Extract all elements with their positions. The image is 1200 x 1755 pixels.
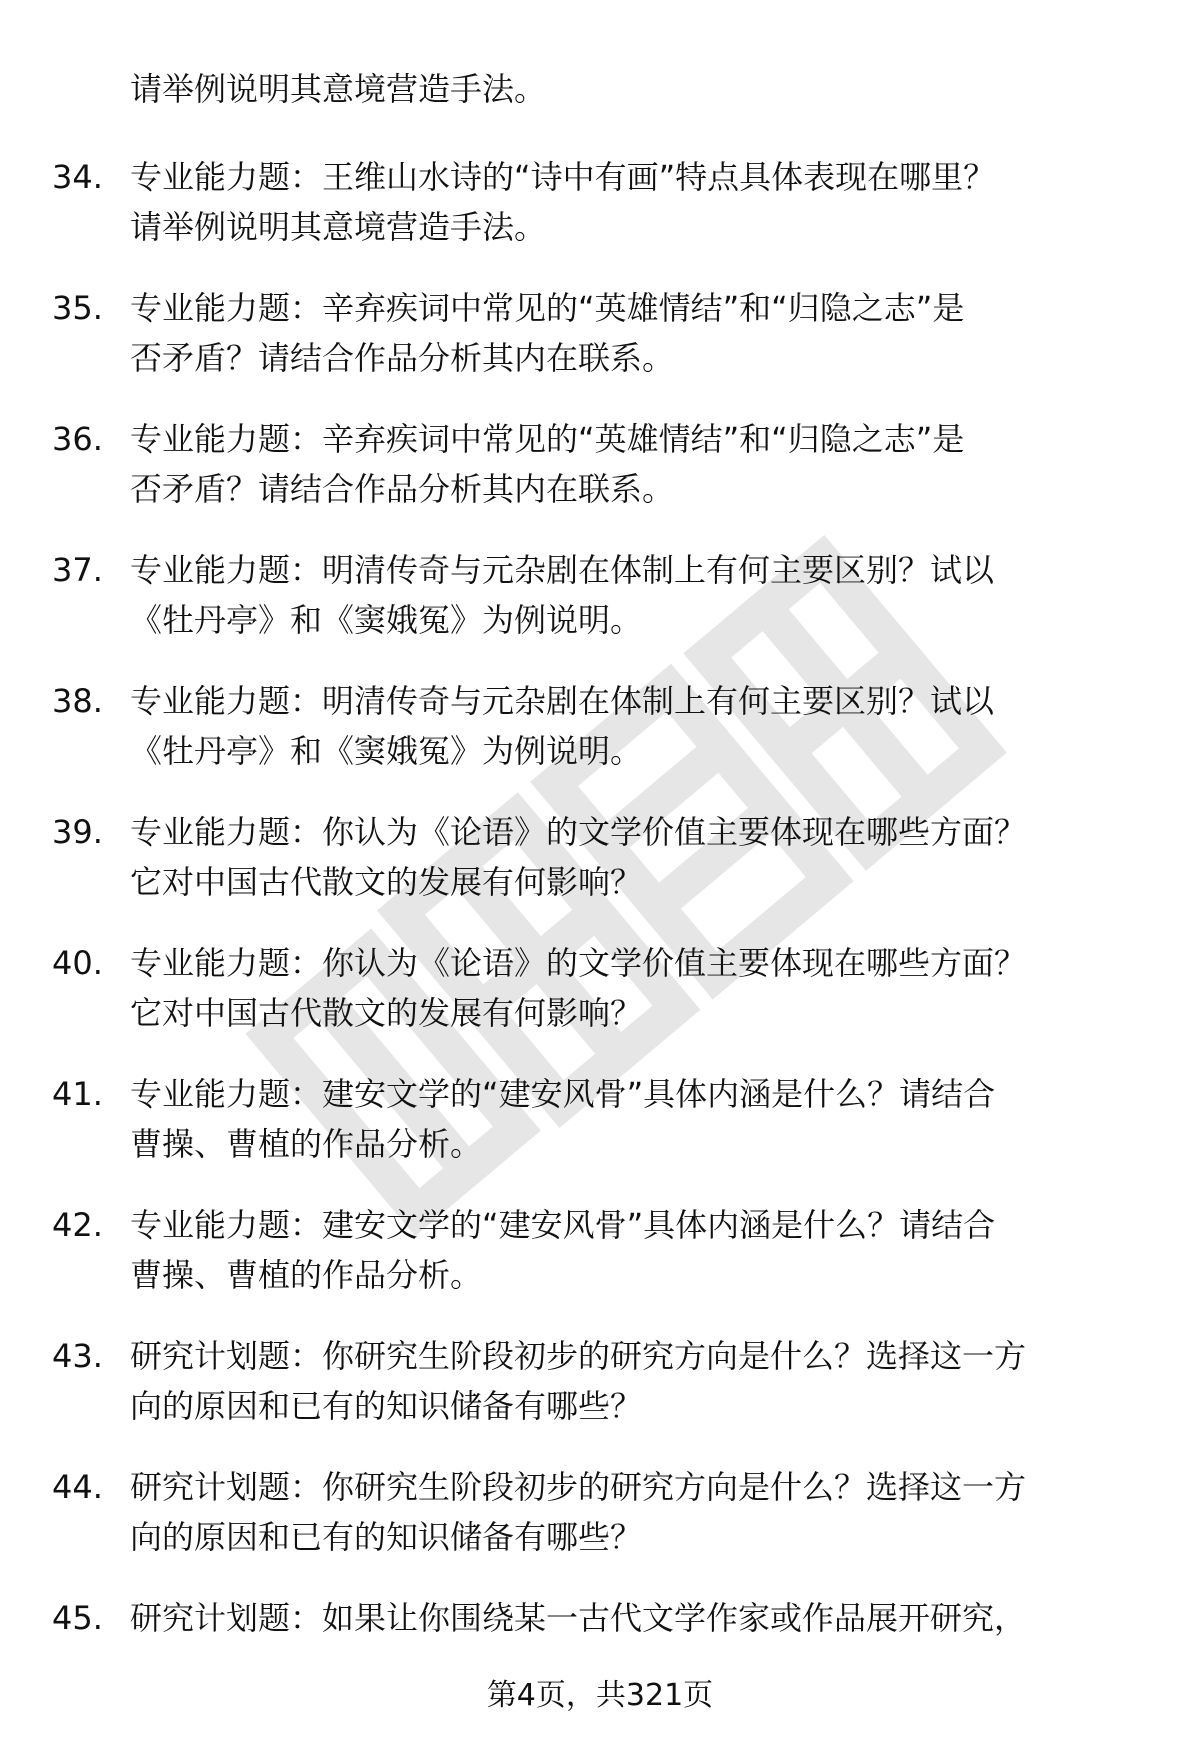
list-item [0,152,1200,283]
question-text [130,1069,1150,1169]
question-number: 39. [52,813,103,851]
question-text [130,1331,1150,1431]
question-line: 专业能力题：王维山水诗的“诗中有画”特点具体表现在哪里？ [130,158,996,196]
question-number: 34. [52,158,103,196]
question-line: 它对中国古代散文的发展有何影响？ [130,994,643,1032]
question-text [130,414,1150,514]
question-line: 专业能力题：辛弃疾词中常见的“英雄情结”和“归隐之志”是 [130,289,965,327]
question-line: 专业能力题：建安文学的“建安风骨”具体内涵是什么？请结合 [130,1075,996,1113]
question-text [130,152,1150,252]
list-item [0,1200,1200,1331]
question-number: 37. [52,551,103,589]
question-line: 曹操、曹植的作品分析。 [130,1256,483,1294]
question-text [130,545,1150,645]
list-item [0,414,1200,545]
question-text [130,676,1150,776]
question-text [130,807,1150,907]
question-number: 36. [52,420,103,458]
list-item [0,938,1200,1069]
question-number: 44. [52,1468,103,1506]
question-number: 38. [52,682,103,720]
question-number: 45. [52,1599,103,1637]
question-number: 35. [52,289,103,327]
question-number: 41. [52,1075,103,1113]
list-item [0,1462,1200,1593]
question-number: 42. [52,1206,103,1244]
question-line: 研究计划题：你研究生阶段初步的研究方向是什么？选择这一方 [130,1468,1027,1506]
continuation-text: 请举例说明其意境营造手法。 [130,70,547,108]
list-item [0,1331,1200,1462]
question-text [130,283,1150,383]
question-line: 请举例说明其意境营造手法。 [130,208,547,246]
question-line: 专业能力题：辛弃疾词中常见的“英雄情结”和“归隐之志”是 [130,420,965,458]
question-number: 43. [52,1337,103,1375]
list-item [0,545,1200,676]
list-item [0,676,1200,807]
question-text [130,938,1150,1038]
question-line: 研究计划题：你研究生阶段初步的研究方向是什么？选择这一方 [130,1337,1027,1375]
question-line: 研究计划题：如果让你围绕某一古代文学作家或作品展开研究， [130,1599,1027,1637]
question-line: 专业能力题：你认为《论语》的文学价值主要体现在哪些方面？ [130,944,1027,982]
question-line: 专业能力题：你认为《论语》的文学价值主要体现在哪些方面？ [130,813,1027,851]
question-line: 《牡丹亭》和《窦娥冤》为例说明。 [130,732,643,770]
question-text [130,1593,1150,1643]
page-footer: 第4页，共321页 [486,1678,714,1713]
question-line: 向的原因和已有的知识储备有哪些？ [130,1387,643,1425]
question-text [130,1462,1150,1562]
question-list [0,152,1200,1724]
question-line: 专业能力题：明清传奇与元杂剧在体制上有何主要区别？试以 [130,551,995,589]
question-line: 专业能力题：明清传奇与元杂剧在体制上有何主要区别？试以 [130,682,995,720]
question-number: 40. [52,944,103,982]
question-line: 向的原因和已有的知识储备有哪些？ [130,1518,643,1556]
question-text [130,1200,1150,1300]
question-line: 否矛盾？请结合作品分析其内在联系。 [130,339,675,377]
question-line: 《牡丹亭》和《窦娥冤》为例说明。 [130,601,643,639]
list-item [0,1069,1200,1200]
list-item [0,807,1200,938]
list-item [0,283,1200,414]
question-line: 曹操、曹植的作品分析。 [130,1125,483,1163]
question-line: 否矛盾？请结合作品分析其内在联系。 [130,470,675,508]
question-line: 它对中国古代散文的发展有何影响？ [130,863,643,901]
question-line: 专业能力题：建安文学的“建安风骨”具体内涵是什么？请结合 [130,1206,996,1244]
